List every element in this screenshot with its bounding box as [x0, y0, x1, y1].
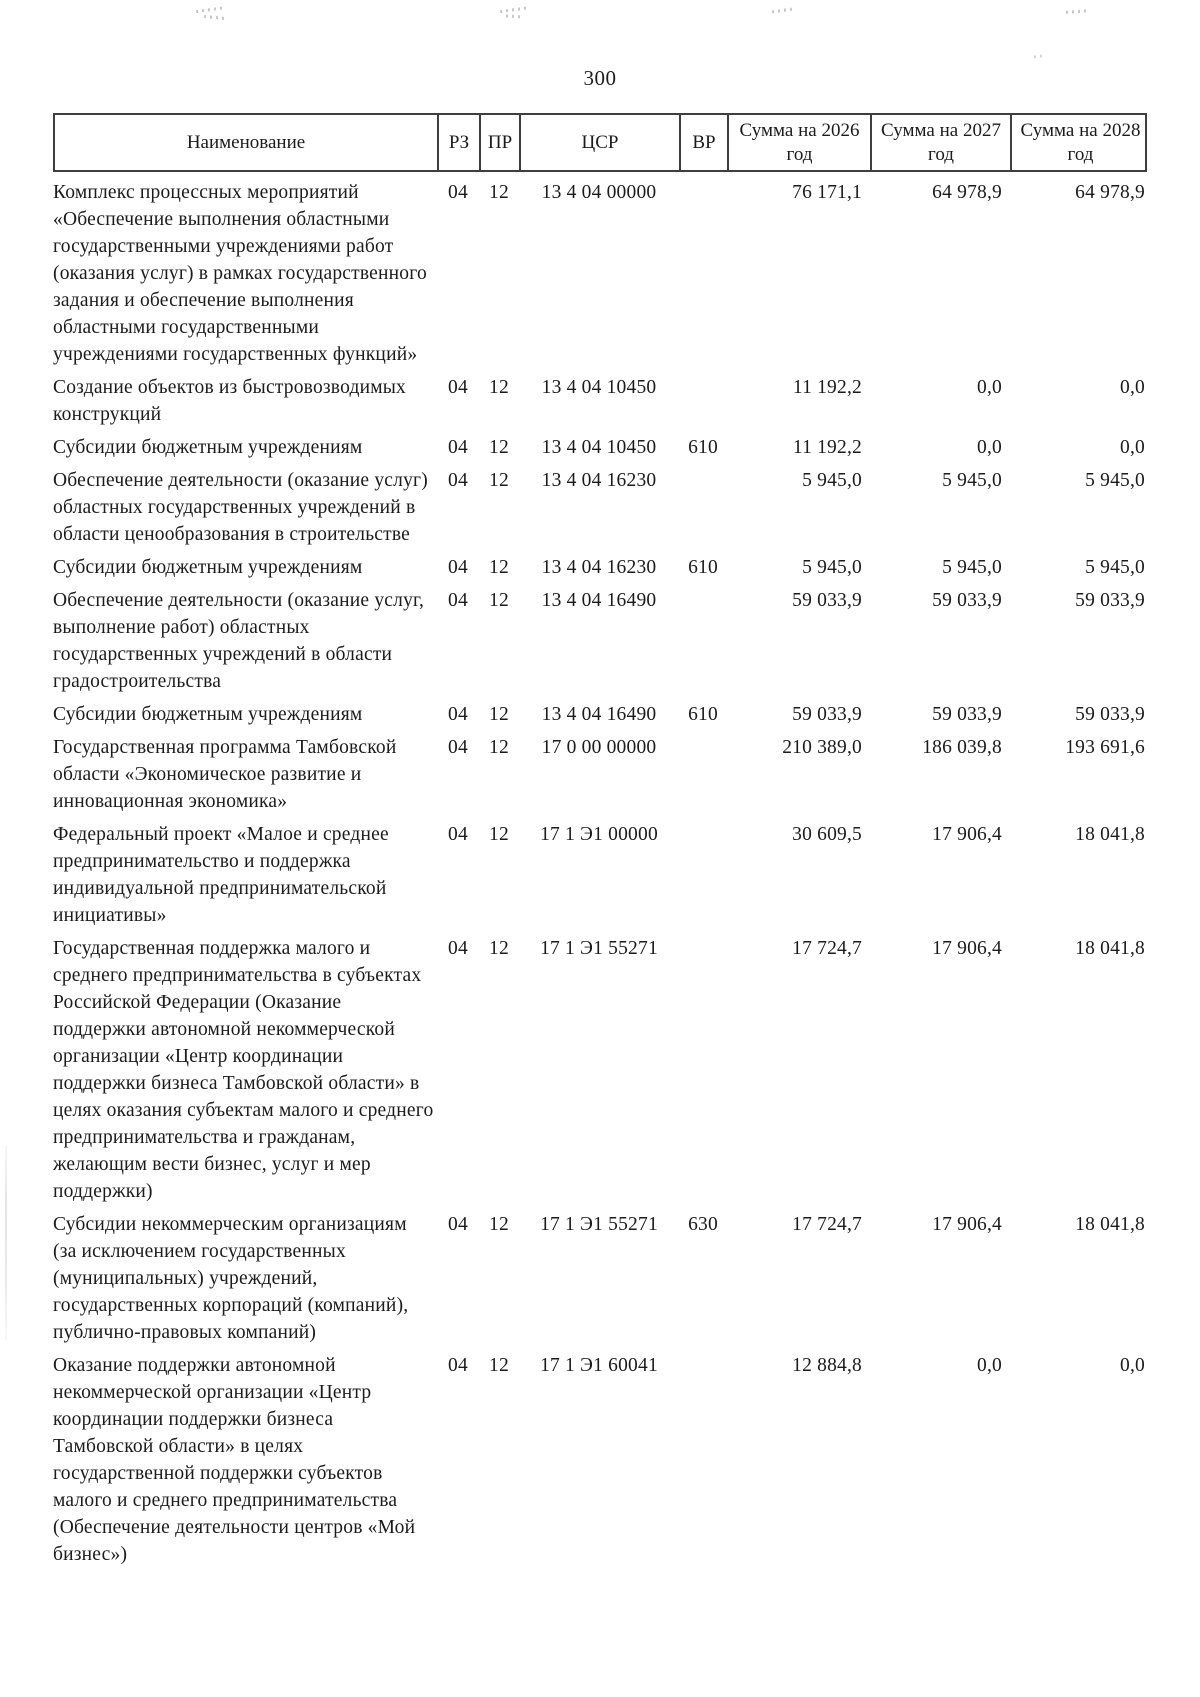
- cell-csr: 17 0 00 00000: [541, 737, 657, 758]
- scan-noise-speck: [506, 14, 524, 18]
- cell-pr: 12: [489, 437, 509, 458]
- cell-name: Государственная программа Тамбовской области «Экономическое развитие и инновационная экономика»: [53, 737, 397, 812]
- scan-noise-speck: [772, 8, 792, 14]
- cell-csr: 13 4 04 16230: [541, 557, 657, 578]
- cell-sum-2027: 59 033,9: [932, 590, 1002, 611]
- cell-name: Комплекс процессных мероприятий «Обеспечение выполнения областными государственными учреждениями работ (оказания услуг) в рамках государственного задания и обеспечение выполнения областными государственными учреждениями государственных функций»: [53, 182, 427, 365]
- cell-csr: 13 4 04 16490: [541, 590, 657, 611]
- table-header: [53, 113, 1147, 172]
- table-row: [53, 821, 1147, 929]
- cell-sum-2026: 17 724,7: [792, 938, 862, 959]
- cell-pr: 12: [489, 590, 509, 611]
- cell-sum-2028: 59 033,9: [1075, 704, 1145, 725]
- cell-sum-2026: 30 609,5: [792, 824, 862, 845]
- cell-pr: 12: [489, 938, 509, 959]
- cell-name: Субсидии бюджетным учреждениям: [53, 437, 363, 458]
- cell-pr: 12: [489, 704, 509, 725]
- cell-name: Государственная поддержка малого и среднего предпринимательства в субъектах Российской Федерации (Оказание поддержки автономной некоммерческой организации «Центр координации поддержки бизнеса Тамбовской области» в целях оказания субъектам малого и среднего предпринимательства и гражданам, желающим вести бизнес, услуг и мер поддержки): [53, 938, 434, 1202]
- scan-noise-speck: [1034, 54, 1042, 58]
- table-row: [53, 1352, 1147, 1568]
- cell-rz: 04: [448, 377, 468, 398]
- cell-rz: 04: [448, 938, 468, 959]
- cell-pr: 12: [489, 737, 509, 758]
- cell-sum-2028: 18 041,8: [1075, 938, 1145, 959]
- cell-name: Оказание поддержки автономной некоммерческой организации «Центр координации поддержки бизнеса Тамбовской области» в целях государственной поддержки субъектов малого и среднего предпринимательства (Обеспечение деятельности центров «Мой бизнес»): [53, 1355, 416, 1565]
- column-header-vr: ВР: [681, 115, 729, 170]
- scan-noise-speck: [196, 6, 226, 13]
- cell-pr: 12: [489, 377, 509, 398]
- cell-rz: 04: [448, 824, 468, 845]
- cell-sum-2027: 64 978,9: [932, 182, 1002, 203]
- table-row: [53, 554, 1147, 581]
- cell-rz: 04: [448, 470, 468, 491]
- table-row: [53, 1211, 1147, 1346]
- cell-sum-2028: 59 033,9: [1075, 590, 1145, 611]
- cell-pr: 12: [489, 470, 509, 491]
- cell-sum-2026: 11 192,2: [792, 437, 862, 458]
- scan-noise-speck: [500, 6, 530, 13]
- scan-edge-streak: [5, 1145, 7, 1340]
- cell-sum-2028: 18 041,8: [1075, 824, 1145, 845]
- cell-csr: 13 4 04 16490: [541, 704, 657, 725]
- table-row: [53, 701, 1147, 728]
- cell-sum-2027: 5 945,0: [942, 470, 1002, 491]
- cell-sum-2028: 193 691,6: [1065, 737, 1145, 758]
- cell-name: Субсидии бюджетным учреждениям: [53, 704, 363, 725]
- table-body: [53, 172, 1147, 1568]
- cell-sum-2026: 17 724,7: [792, 1214, 862, 1235]
- cell-pr: 12: [489, 182, 509, 203]
- table-row: [53, 587, 1147, 695]
- cell-sum-2026: 5 945,0: [802, 557, 862, 578]
- cell-name: Субсидии некоммерческим организациям (за исключением государственных (муниципальных) учреждений, государственных корпораций (компаний), публично-правовых компаний): [53, 1214, 409, 1343]
- cell-name: Создание объектов из быстровозводимых конструкций: [53, 377, 407, 425]
- cell-vr: [679, 179, 727, 368]
- cell-rz: 04: [448, 737, 468, 758]
- cell-vr: 630: [688, 1214, 718, 1235]
- cell-rz: 04: [448, 1355, 468, 1376]
- cell-vr: [679, 467, 727, 548]
- cell-vr: [679, 374, 727, 428]
- cell-name: Федеральный проект «Малое и среднее предпринимательство и поддержка индивидуальной предпринимательской инициативы»: [53, 824, 389, 926]
- cell-csr: 13 4 04 10450: [541, 437, 657, 458]
- scan-noise-speck: [204, 15, 226, 20]
- cell-sum-2028: 0,0: [1120, 437, 1145, 458]
- cell-sum-2027: 59 033,9: [932, 704, 1002, 725]
- cell-csr: 17 1 Э1 55271: [540, 938, 658, 959]
- scan-noise-speck: [1066, 9, 1090, 14]
- cell-sum-2028: 5 945,0: [1085, 470, 1145, 491]
- cell-sum-2027: 0,0: [977, 437, 1002, 458]
- cell-sum-2027: 186 039,8: [922, 737, 1002, 758]
- cell-rz: 04: [448, 704, 468, 725]
- cell-vr: [679, 935, 727, 1205]
- cell-rz: 04: [448, 437, 468, 458]
- page-number: 300: [583, 66, 617, 90]
- cell-sum-2026: 5 945,0: [802, 470, 862, 491]
- cell-csr: 17 1 Э1 60041: [540, 1355, 658, 1376]
- table-row: [53, 179, 1147, 368]
- cell-sum-2028: 64 978,9: [1075, 182, 1145, 203]
- column-header-sum-2027: Сумма на 2027 год: [872, 115, 1012, 170]
- cell-sum-2027: 17 906,4: [932, 938, 1002, 959]
- cell-name: Обеспечение деятельности (оказание услуг, выполнение работ) областных государственных учреждений в области градостроительства: [53, 590, 425, 692]
- cell-rz: 04: [448, 182, 468, 203]
- cell-csr: 17 1 Э1 00000: [540, 824, 658, 845]
- cell-sum-2026: 11 192,2: [792, 377, 862, 398]
- cell-sum-2026: 76 171,1: [792, 182, 862, 203]
- cell-sum-2028: 0,0: [1120, 377, 1145, 398]
- cell-sum-2028: 5 945,0: [1085, 557, 1145, 578]
- cell-vr: 610: [688, 704, 718, 725]
- cell-rz: 04: [448, 1214, 468, 1235]
- cell-csr: 13 4 04 00000: [541, 182, 657, 203]
- table-row: [53, 434, 1147, 461]
- table-row: [53, 467, 1147, 548]
- cell-sum-2027: 0,0: [977, 1355, 1002, 1376]
- cell-sum-2026: 12 884,8: [792, 1355, 862, 1376]
- cell-sum-2028: 18 041,8: [1075, 1214, 1145, 1235]
- cell-csr: 17 1 Э1 55271: [540, 1214, 658, 1235]
- cell-sum-2028: 0,0: [1120, 1355, 1145, 1376]
- cell-pr: 12: [489, 1355, 509, 1376]
- cell-sum-2027: 17 906,4: [932, 1214, 1002, 1235]
- table-row: [53, 935, 1147, 1205]
- cell-sum-2027: 5 945,0: [942, 557, 1002, 578]
- cell-sum-2027: 17 906,4: [932, 824, 1002, 845]
- cell-sum-2026: 59 033,9: [792, 704, 862, 725]
- cell-vr: [679, 587, 727, 695]
- column-header-pr: ПР: [481, 115, 521, 170]
- column-header-sum-2028: Сумма на 2028 год: [1020, 119, 1141, 165]
- column-header-name: Наименование: [55, 115, 439, 170]
- cell-name: Субсидии бюджетным учреждениям: [53, 557, 363, 578]
- budget-table: [53, 113, 1147, 1574]
- cell-pr: 12: [489, 1214, 509, 1235]
- cell-csr: 13 4 04 10450: [541, 377, 657, 398]
- table-row: [53, 374, 1147, 428]
- column-header-sum-2026: Сумма на 2026 год: [729, 115, 872, 170]
- table-row: [53, 734, 1147, 815]
- cell-pr: 12: [489, 824, 509, 845]
- cell-vr: [679, 821, 727, 929]
- cell-name: Обеспечение деятельности (оказание услуг) областных государственных учреждений в области ценообразования в строительстве: [53, 470, 428, 545]
- column-header-rz: РЗ: [439, 115, 481, 170]
- cell-sum-2026: 59 033,9: [792, 590, 862, 611]
- cell-csr: 13 4 04 16230: [541, 470, 657, 491]
- cell-vr: [679, 734, 727, 815]
- cell-pr: 12: [489, 557, 509, 578]
- cell-vr: 610: [688, 437, 718, 458]
- cell-rz: 04: [448, 590, 468, 611]
- cell-sum-2026: 210 389,0: [782, 737, 862, 758]
- cell-sum-2027: 0,0: [977, 377, 1002, 398]
- column-header-csr: ЦСР: [521, 115, 681, 170]
- cell-vr: [679, 1352, 727, 1568]
- cell-vr: 610: [688, 557, 718, 578]
- cell-rz: 04: [448, 557, 468, 578]
